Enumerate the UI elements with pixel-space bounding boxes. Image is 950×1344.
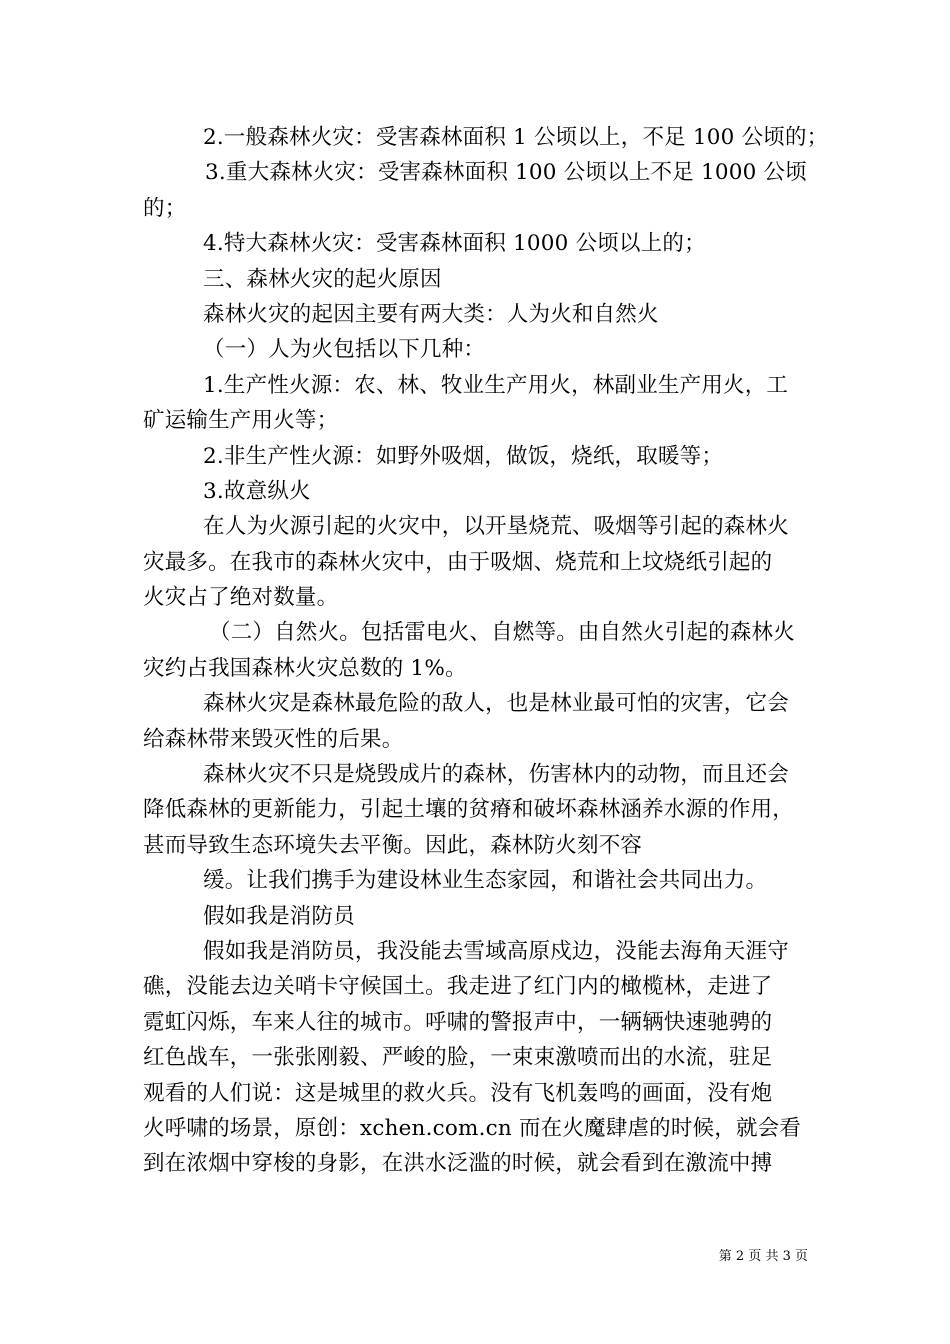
subsection-heading: （二）自然火。包括雷电火、自燃等。由自然火引起的森林火 xyxy=(209,620,795,646)
paragraph-line: 红色战车，一张张刚毅、严峻的脸，一束束激喷而出的水流，驻足 xyxy=(143,1045,773,1071)
subsection-heading: （一）人为火包括以下几种： xyxy=(203,337,486,363)
paragraph-line: 2.非生产性火源：如野外吸烟，做饭，烧纸，取暖等； xyxy=(203,443,724,469)
paragraph-line: 给森林带来毁灭性的后果。 xyxy=(143,726,404,752)
paragraph-line: 缓。让我们携手为建设林业生态家园，和谐社会共同出力。 xyxy=(203,868,768,894)
paragraph-line: 降低森林的更新能力，引起土壤的贫瘠和破坏森林涵养水源的作用， xyxy=(143,797,795,823)
paragraph-line: 1.生产性火源：农、林、牧业生产用火，林副业生产用火，工 xyxy=(203,372,789,398)
paragraph-line: 3.故意纵火 xyxy=(203,478,311,504)
paragraph-line: 礁，没能去边关哨卡守候国土。我走进了红门内的橄榄林，走进了 xyxy=(143,974,773,1000)
paragraph-line: 4.特大森林火灾：受害森林面积 1000 公顷以上的； xyxy=(203,231,706,257)
paragraph-line: 观看的人们说：这是城里的救火兵。没有飞机轰鸣的画面，没有炮 xyxy=(143,1080,773,1106)
paragraph-line: 矿运输生产用火等； xyxy=(143,408,339,434)
paragraph-line: 森林火灾不只是烧毁成片的森林，伤害林内的动物，而且还会 xyxy=(203,762,789,788)
page-number: 第 2 页 共 3 页 xyxy=(718,1249,808,1264)
paragraph-line: 的； xyxy=(143,195,187,221)
paragraph-line: 3.重大森林火灾：受害森林面积 100 公顷以上不足 1000 公顷 xyxy=(205,160,807,186)
paragraph-line: 2.一般森林火灾：受害森林面积 1 公顷以上，不足 100 公顷的； xyxy=(203,125,829,150)
paragraph-line: 霓虹闪烁，车来人往的城市。呼啸的警报声中，一辆辆快速驰骋的 xyxy=(143,1009,773,1035)
paragraph-line: 甚而导致生态环境失去平衡。因此，森林防火刻不容 xyxy=(143,832,643,858)
paragraph-line: 灾约占我国森林火灾总数的 1%。 xyxy=(143,655,467,681)
paragraph-line: 森林火灾是森林最危险的敌人，也是林业最可怕的灾害，它会 xyxy=(203,691,789,717)
document-body xyxy=(143,120,829,1182)
paragraph-line: 灾最多。在我市的森林火灾中，由于吸烟、烧荒和上坟烧纸引起的 xyxy=(143,549,773,575)
section-heading: 三、森林火灾的起火原因 xyxy=(203,266,442,292)
paragraph-line: 森林火灾的起因主要有两大类：人为火和自然火 xyxy=(203,301,659,327)
paragraph-line: 火呼啸的场景，原创：xchen.com.cn 而在火魔肆虐的时候，就会看 xyxy=(143,1115,802,1141)
paragraph-line: 假如我是消防员，我没能去雪域高原戍边，没能去海角天涯守 xyxy=(203,938,789,964)
paragraph-line: 在人为火源引起的火灾中，以开垦烧荒、吸烟等引起的森林火 xyxy=(203,514,789,540)
paragraph-line: 火灾占了绝对数量。 xyxy=(143,585,339,611)
article-title: 假如我是消防员 xyxy=(203,903,355,929)
paragraph-line: 到在浓烟中穿梭的身影，在洪水泛滥的时候，就会看到在激流中搏 xyxy=(143,1151,773,1177)
